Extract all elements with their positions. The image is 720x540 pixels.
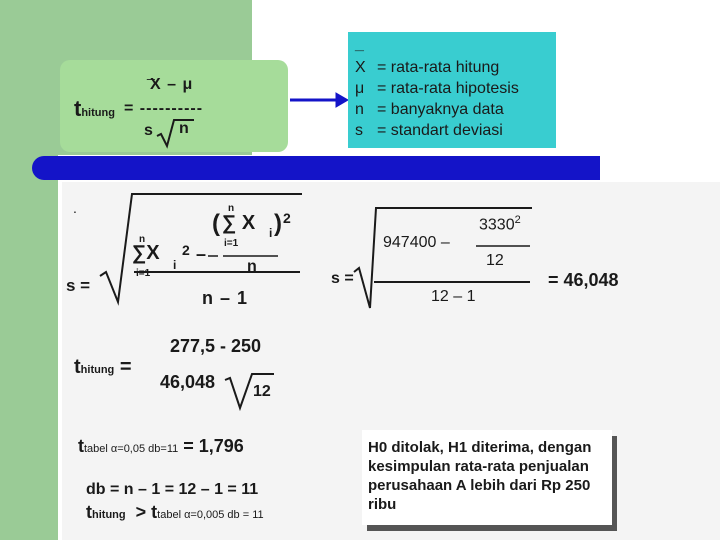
legend-row: n = banyaknya data: [355, 101, 504, 118]
legend-row: s = standart deviasi: [355, 122, 503, 139]
calc-frac-den: 12: [486, 252, 504, 269]
xbar-bar: _: [147, 64, 155, 80]
thitung-denominator-n: 12: [253, 383, 271, 400]
inner-denominator-n: n: [247, 258, 257, 275]
calc-s-eq: s =: [331, 270, 354, 287]
paren-close: ): [274, 210, 282, 237]
sd-denominator: n – 1: [202, 288, 249, 308]
sd-minus: –: [196, 244, 207, 264]
sum-sub-i: i: [173, 258, 177, 272]
legend-row: μ = rata-rata hipotesis: [355, 80, 519, 97]
dot: .: [73, 200, 77, 216]
sum-upper-left: n: [139, 234, 146, 245]
green-decor-strip-left: [0, 155, 58, 540]
thitung-denominator-s: 46,048: [160, 372, 216, 392]
sum-sub-right: i: [269, 226, 273, 240]
sum-lower-left: i=1: [136, 268, 151, 279]
paren-open: (: [212, 210, 220, 237]
conclusion-text: H0 ditolak, H1 diterima, dengan kesimpulan rata-rata penjualan perusahaan A lebih dari Rp 250 ribu: [368, 439, 592, 513]
arrow-right-icon: [288, 90, 350, 110]
sum-term-left: ∑X: [132, 242, 160, 264]
formula-s: s: [144, 122, 153, 139]
compare-line: thitung > ttabel α=0,005 db = 11: [86, 502, 264, 522]
calc-denominator: 12 – 1: [431, 288, 476, 305]
legend-bar: _: [355, 36, 364, 53]
sd-result: = 46,048: [548, 270, 619, 290]
formula-n: n: [179, 120, 189, 137]
thitung-label: thitung =: [74, 356, 132, 378]
sqrt-sign: [156, 118, 196, 150]
thitung-numerator: 277,5 - 250: [170, 336, 262, 356]
sum-upper-right: n: [228, 203, 235, 214]
db-line: db = n – 1 = 12 – 1 = 11: [86, 481, 259, 498]
sum-term-right: ∑ X: [222, 212, 256, 234]
sum-sup-2: 2: [182, 242, 190, 258]
formula-t: thitung: [74, 96, 115, 121]
sd-s-eq: s =: [66, 276, 91, 295]
legend-list: [355, 57, 519, 141]
blue-divider-bar: [32, 156, 600, 180]
calc-left-num: 947400 –: [383, 234, 450, 251]
sup-2-right: 2: [283, 210, 291, 226]
ttabel-line: ttabel α=0,05 db=11 = 1,796: [78, 436, 244, 456]
formula-numerator: X – μ: [150, 76, 194, 93]
sum-lower-right: i=1: [224, 238, 239, 249]
legend-row: X = rata-rata hitung: [355, 59, 500, 76]
calc-frac-num: 3330$^2$: [479, 214, 521, 234]
formula-dashes: = ----------: [124, 100, 204, 117]
